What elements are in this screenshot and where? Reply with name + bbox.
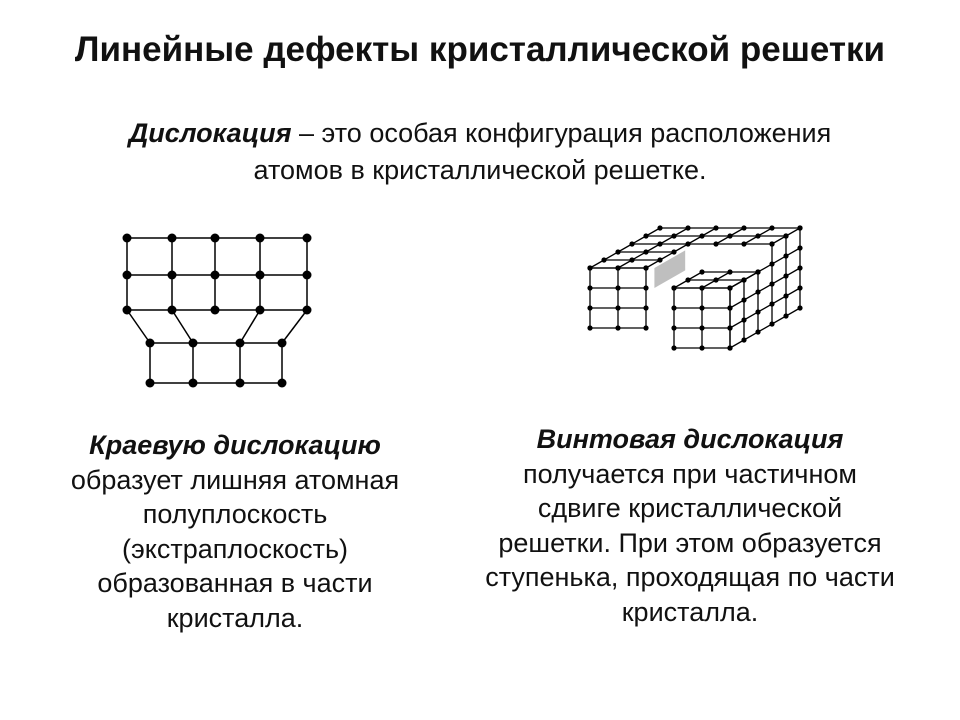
definition-text: – это особая конфигурация расположения [291,118,832,148]
edge-caption-line: образованная в части [97,568,373,598]
screw-dislocation-diagram [580,200,835,390]
screw-caption-line: сдвиге кристаллической [537,493,843,523]
edge-caption-line: полуплоскость [142,499,328,529]
edge-caption-heading: Краевую дислокацию [89,430,381,460]
screw-caption-line: получается при частичном [523,458,857,489]
edge-caption-line: образует лишняя атомная [70,464,400,495]
definition-term: Дислокация [128,118,292,148]
definition [120,115,840,189]
slide-title: Линейные дефекты кристаллической решетки [74,30,886,69]
edge-dislocation-caption [30,428,440,635]
edge-caption-line: кристалла. [166,602,304,633]
screw-caption-heading: Винтовая дислокация [536,424,844,454]
screw-dislocation-icon [580,200,835,390]
screw-caption-line: ступенька, проходящая по части [485,562,895,592]
screw-dislocation-caption [470,422,910,629]
edge-dislocation-icon [115,225,330,390]
screw-caption-line: кристалла. [621,596,759,627]
edge-dislocation-diagram [115,225,330,390]
definition-text-line2: атомов в кристаллической решетке. [253,155,707,185]
edge-caption-line: (экстраплоскость) [121,533,349,564]
screw-caption-line: решетки. При этом образуется [498,527,882,558]
